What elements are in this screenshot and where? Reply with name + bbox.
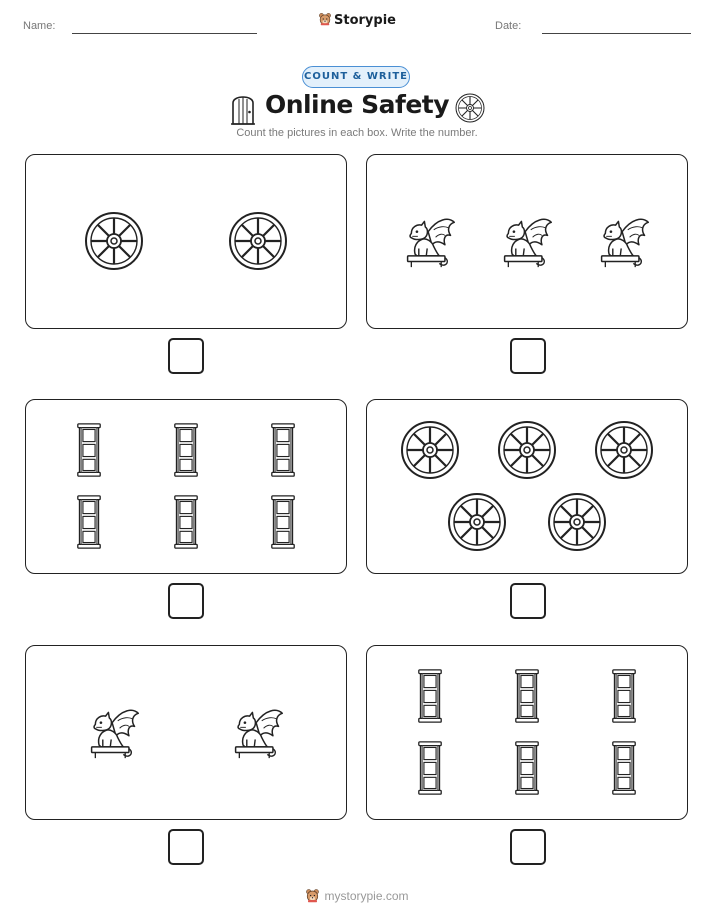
wheel-icon — [497, 420, 557, 480]
brand-name: Storypie — [334, 13, 396, 28]
bookshelf-icon — [75, 494, 103, 550]
answer-box-2[interactable] — [510, 338, 546, 374]
answer-box-6[interactable] — [510, 829, 546, 865]
bear-mascot-icon — [305, 888, 320, 903]
date-label: Date: — [495, 20, 522, 32]
name-field[interactable] — [72, 33, 257, 34]
bookshelf-icon — [416, 668, 444, 724]
wheel-icon — [547, 492, 607, 552]
gargoyle-icon — [596, 212, 652, 270]
bookshelf-icon — [172, 422, 200, 478]
footer-site: mystorypie.com — [324, 889, 409, 903]
bookshelf-icon — [513, 740, 541, 796]
bookshelf-icon — [269, 422, 297, 478]
wheel-icon — [447, 492, 507, 552]
answer-box-4[interactable] — [510, 583, 546, 619]
gargoyle-icon — [499, 212, 555, 270]
bookshelf-icon — [610, 740, 638, 796]
gargoyle-icon — [230, 703, 286, 761]
wheel-icon — [228, 211, 288, 271]
gargoyle-icon — [86, 703, 142, 761]
date-field[interactable] — [542, 33, 691, 34]
bear-mascot-icon — [318, 12, 332, 26]
brand-logo — [0, 12, 714, 28]
answer-box-1[interactable] — [168, 338, 204, 374]
wheel-icon — [455, 93, 485, 123]
bookshelf-icon — [513, 668, 541, 724]
bookshelf-icon — [75, 422, 103, 478]
page-title: Online Safety — [264, 90, 450, 119]
answer-box-3[interactable] — [168, 583, 204, 619]
bookshelf-icon — [610, 668, 638, 724]
wheel-icon — [400, 420, 460, 480]
bookshelf-icon — [269, 494, 297, 550]
bookshelf-icon — [172, 494, 200, 550]
name-label: Name: — [23, 20, 56, 32]
wheel-icon — [594, 420, 654, 480]
activity-badge: COUNT & WRITE — [302, 66, 410, 88]
instructions: Count the pictures in each box. Write the number. — [236, 127, 478, 139]
counting-box-5 — [25, 645, 347, 820]
counting-box-1 — [25, 154, 347, 329]
bookshelf-icon — [416, 740, 444, 796]
answer-box-5[interactable] — [168, 829, 204, 865]
gargoyle-icon — [402, 212, 458, 270]
footer — [0, 888, 714, 903]
wheel-icon — [84, 211, 144, 271]
